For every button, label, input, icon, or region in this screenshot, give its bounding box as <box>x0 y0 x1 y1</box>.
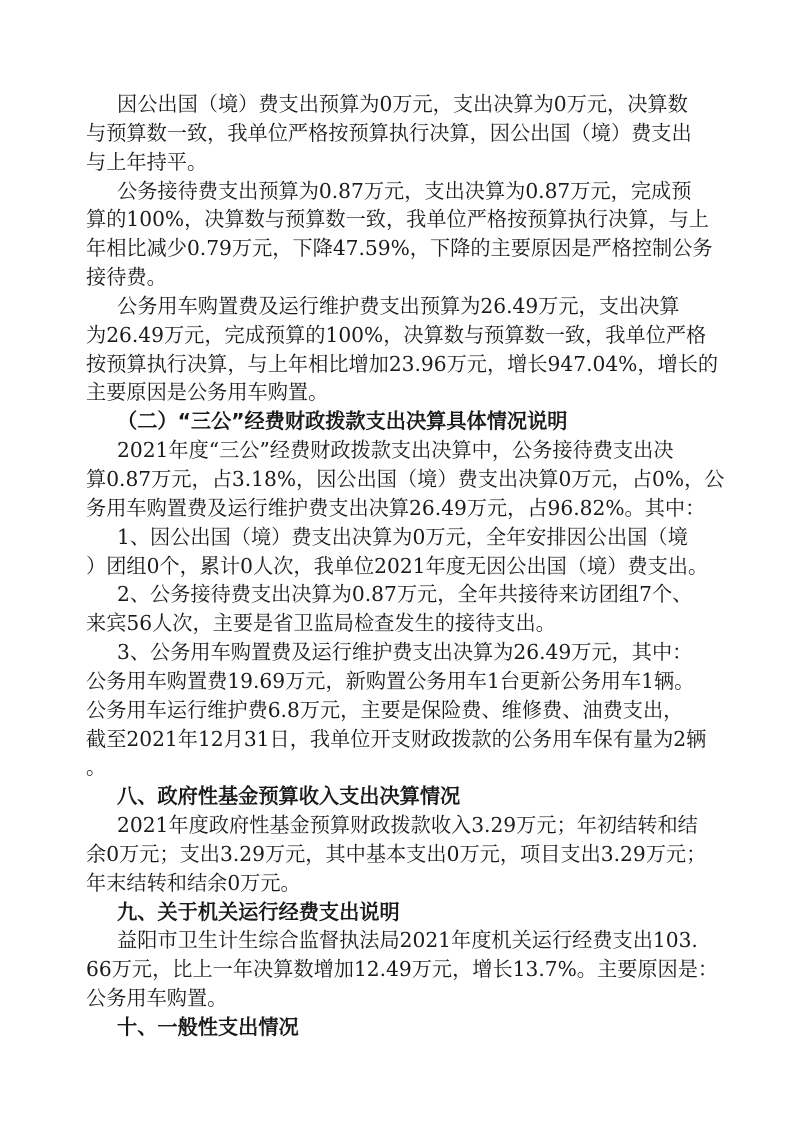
paragraph <box>86 177 726 292</box>
text-line: 接待费。 <box>86 265 167 290</box>
text-line: 余0万元；支出3.29万元，其中基本支出0万元，项目支出3.29万元； <box>86 841 707 866</box>
section-heading <box>86 1013 726 1042</box>
paragraph <box>86 638 726 782</box>
text-line: 公务用车运行维护费6.8万元，主要是保险费、维修费、油费支出， <box>86 697 684 722</box>
text-line: 八、政府性基金预算收入支出决算情况 <box>117 784 461 809</box>
text-line: 2021年度“三公”经费财政拨款支出决算中，公务接待费支出决 <box>117 438 674 463</box>
paragraph <box>86 523 726 581</box>
text-line: 算0.87万元，占3.18%，因公出国（境）费支出决算0万元，占0%，公 <box>86 466 725 491</box>
text-line: 算的100%，决算数与预算数一致，我单位严格按预算执行决算，与上 <box>86 207 709 232</box>
text-line: 截至2021年12月31日，我单位开支财政拨款的公务用车保有量为2辆 <box>86 726 707 751</box>
text-line: 来宾56人次，主要是省卫监局检查发生的接待支出。 <box>86 611 556 636</box>
paragraph <box>86 580 726 638</box>
text-line: 益阳市卫生计生综合监督执法局2021年度机关运行经费支出103. <box>117 928 698 953</box>
text-line: 2021年度政府性基金预算财政拨款收入3.29万元；年初结转和结 <box>117 813 698 838</box>
paragraph <box>86 90 726 177</box>
section-heading <box>86 407 726 436</box>
text-line: 十、一般性支出情况 <box>117 1015 299 1039</box>
paragraph <box>86 926 726 1013</box>
text-line: 与预算数一致，我单位严格按预算执行决算，因公出国（境）费支出 <box>86 120 692 145</box>
paragraph <box>86 811 726 898</box>
text-line: 九、关于机关运行经费支出说明 <box>117 899 400 924</box>
text-line: 3、公务用车购置费及运行维护费支出决算为26.49万元，其中： <box>117 640 693 665</box>
text-line: 2、公务接待费支出决算为0.87万元，全年共接待来访团组7个、 <box>117 582 693 607</box>
section-heading <box>86 782 726 811</box>
text-line: 务用车购置费及运行维护费支出决算26.49万元，占96.82%。其中： <box>86 495 706 520</box>
text-line: 66万元，比上一年决算数增加12.49万元，增长13.7%。主要原因是： <box>86 957 719 982</box>
text-line: 主要原因是公务用车购置。 <box>86 380 329 405</box>
text-line: 公务用车购置费19.69万元，新购置公务用车1台更新公务用车1辆。 <box>86 668 695 693</box>
text-line: 公务用车购置。 <box>86 986 228 1011</box>
text-line: 因公出国（境）费支出预算为0万元，支出决算为0万元，决算数 <box>117 92 688 116</box>
text-line: 年末结转和结余0万元。 <box>86 870 301 895</box>
paragraph <box>86 436 726 523</box>
text-line: 与上年持平。 <box>86 149 208 174</box>
text-line: 为26.49万元，完成预算的100%，决算数与预算数一致，我单位严格 <box>86 322 707 347</box>
text-line: 年相比减少0.79万元，下降47.59%，下降的主要原因是严格控制公务 <box>86 236 713 261</box>
paragraph <box>86 292 726 407</box>
document-page <box>86 90 726 1042</box>
text-line: ）团组0个，累计0人次，我单位2021年度无因公出国（境）费支出。 <box>86 553 709 578</box>
text-line: 公务用车购置费及运行维护费支出预算为26.49万元，支出决算 <box>117 293 680 318</box>
text-line: （二）“三公”经费财政拨款支出决算具体情况说明 <box>117 409 568 434</box>
text-line: 按预算执行决算，与上年相比增加23.96万元，增长947.04%，增长的 <box>86 351 719 376</box>
section-heading <box>86 898 726 927</box>
text-line: 1、因公出国（境）费支出决算为0万元，全年安排因公出国（境 <box>117 524 688 549</box>
text-line: 公务接待费支出预算为0.87万元，支出决算为0.87万元，完成预 <box>117 178 692 203</box>
text-line: 。 <box>86 755 107 780</box>
